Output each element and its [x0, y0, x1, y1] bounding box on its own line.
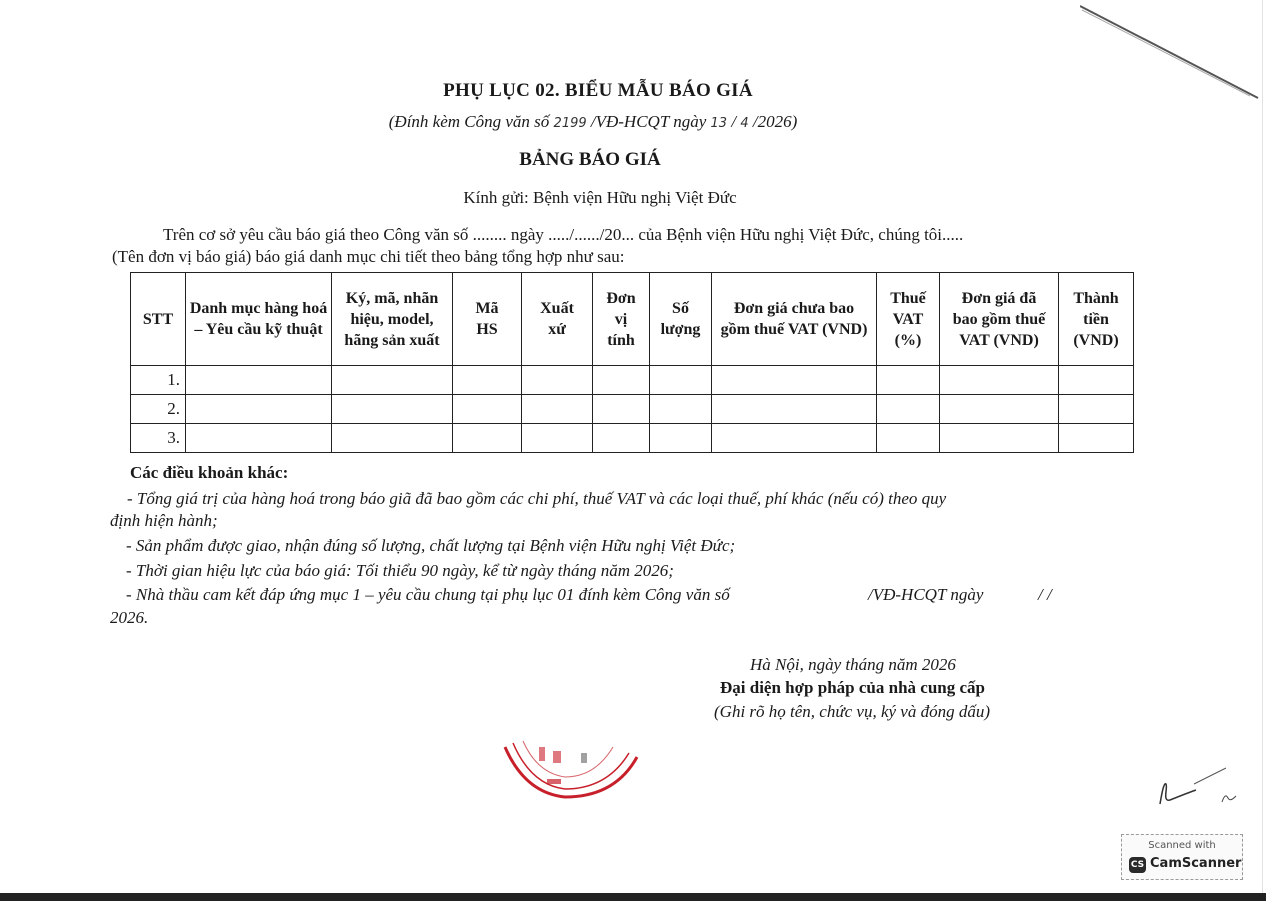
camscanner-watermark [1121, 834, 1243, 880]
red-stamp-fragment [495, 735, 645, 805]
attachment-prefix: (Đính kèm Công văn số [388, 112, 550, 131]
term-4-slashes: / / [1038, 585, 1052, 604]
header-origin: Xuất xứ [522, 273, 593, 366]
attachment-month: 4 [740, 116, 749, 131]
signature-scribble [1150, 762, 1240, 812]
term-1-line-2: định hiện hành; [110, 511, 218, 530]
header-quantity: Số lượng [650, 273, 712, 366]
term-3: - Thời gian hiệu lực của báo giá: Tối thiểu 90 ngày, kể từ ngày tháng năm 2026; [126, 561, 674, 580]
signature-date-line: Hà Nội, ngày tháng năm 2026 [750, 655, 956, 674]
table-row [131, 424, 1134, 453]
header-vat-rate: Thuế VAT (%) [877, 273, 940, 366]
header-price-incl-vat: Đơn giá đã bao gồm thuế VAT (VND) [940, 273, 1059, 366]
term-1-line-1: - Tổng giá trị của hàng hoá trong báo giã đã bao gồm các chi phí, thuế VAT và các loại thuế, phí khác (nếu có) theo quy [127, 489, 947, 508]
term-2: - Sản phẩm được giao, nhận đúng số lượng, chất lượng tại Bệnh viện Hữu nghị Việt Đức; [126, 536, 736, 555]
intro-line-2: (Tên đơn vị báo giá) báo giá danh mục chi tiết theo bảng tổng hợp như sau: [112, 247, 625, 266]
document-title: PHỤ LỤC 02. BIỂU MẪU BÁO GIÁ [443, 80, 753, 101]
viewer-bottom-bar [0, 893, 1266, 901]
header-price-excl-vat: Đơn giá chưa bao gồm thuế VAT (VND) [712, 273, 877, 366]
watermark-caption: Scanned with [1148, 840, 1216, 851]
terms-heading: Các điều khoản khác: [130, 463, 289, 482]
term-4-line-1: - Nhà thầu cam kết đáp ứng mục 1 – yêu cầu chung tại phụ lục 01 đính kèm Công văn số [126, 585, 730, 604]
attachment-day: 13 [710, 116, 728, 131]
header-brand-model: Ký, mã, nhãn hiệu, model, hãng sản xuất [332, 273, 453, 366]
header-hs-code: Mã HS [453, 273, 522, 366]
row-number: 3. [131, 424, 186, 453]
header-total: Thành tiền (VND) [1059, 273, 1134, 366]
header-stt: STT [131, 273, 186, 366]
watermark-brand: CamScanner [1150, 856, 1242, 871]
recipient-line: Kính gửi: Bệnh viện Hữu nghị Việt Đức [463, 188, 737, 207]
attachment-doc-number: 2199 [553, 116, 587, 131]
header-goods: Danh mục hàng hoá – Yêu cầu kỹ thuật [186, 273, 332, 366]
attachment-line: (Đính kèm Công văn số 2199 /VĐ-HCQT ngày 13 / 4 /2026) [388, 112, 798, 131]
table-header-row [131, 273, 1134, 366]
attachment-middle: /VĐ-HCQT ngày [590, 112, 707, 131]
signature-title: Đại diện hợp pháp của nhà cung cấp [720, 678, 985, 697]
table-row [131, 395, 1134, 424]
header-unit: Đơn vị tính [593, 273, 650, 366]
row-number: 1. [131, 366, 186, 395]
signature-note: (Ghi rõ họ tên, chức vụ, ký và đóng dấu) [714, 702, 991, 721]
table-row [131, 366, 1134, 395]
quote-table [130, 272, 1134, 453]
row-number: 2. [131, 395, 186, 424]
attachment-suffix: /2026) [752, 112, 798, 131]
intro-line-1: Trên cơ sở yêu cầu báo giá theo Công văn số ........ ngày ...../....../20... của Bệnh viện Hữu nghị Việt Đức, chúng tôi..... [163, 225, 964, 244]
term-4-ref: /VĐ-HCQT ngày [868, 585, 984, 604]
camscanner-logo-icon: CS [1129, 857, 1146, 873]
term-4-line-2: 2026. [110, 608, 149, 627]
table-title: BẢNG BÁO GIÁ [519, 149, 661, 170]
